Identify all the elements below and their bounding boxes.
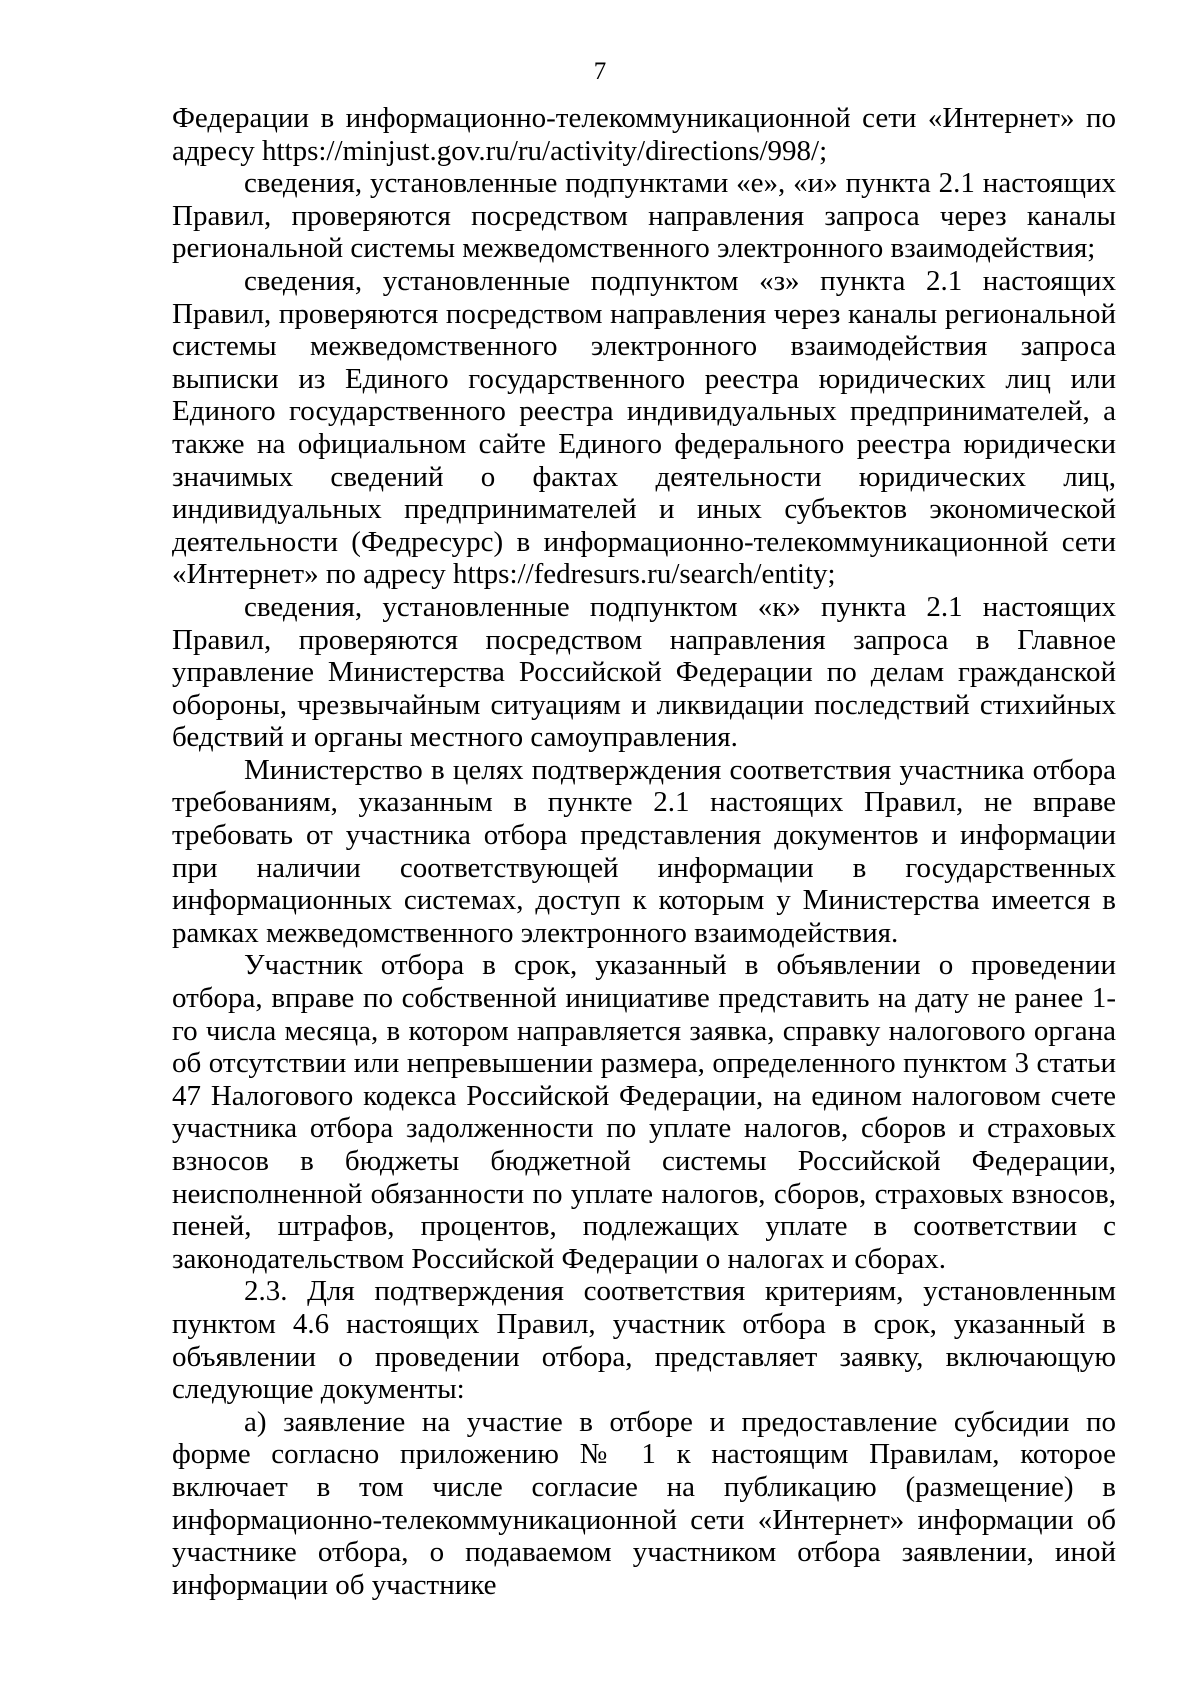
paragraph-continuation: Федерации в информационно-телекоммуникационной сети «Интернет» по адресу https://minjust.gov.ru/ru/activity/directions/998/;: [172, 102, 1116, 167]
paragraph: Министерство в целях подтверждения соответствия участника отбора требованиям, указанным в пункте 2.1 настоящих Правил, не вправе требовать от участника отбора представления документов и информации при наличии соответствующей информации в государственных информационных системах, доступ к которым у Министерства имеется в рамках межведомственного электронного взаимодействия.: [172, 753, 1116, 949]
paragraph: сведения, установленные подпунктом «к» пункта 2.1 настоящих Правил, проверяются посредством направления запроса в Главное управление Министерства Российской Федерации по делам гражданской обороны, чрезвычайным ситуациям и ликвидации последствий стихийных бедствий и органы местного самоуправления.: [172, 590, 1116, 754]
list-item-a: а) заявление на участие в отборе и предоставление субсидии по форме согласно приложению № 1 к настоящим Правилам, которое включает в том числе согласие на публикацию (размещение) в информационно-телекоммуникационной сети «Интернет» информации об участнике отбора, о подаваемом участником отбора заявлении, иной информации об участнике: [172, 1405, 1116, 1601]
paragraph: сведения, установленные подпунктами «е», «и» пункта 2.1 настоящих Правил, проверяются посредством направления запроса через каналы региональной системы межведомственного электронного взаимодействия;: [172, 167, 1116, 265]
paragraph: сведения, установленные подпунктом «з» пункта 2.1 настоящих Правил, проверяются посредством направления через каналы региональной системы межведомственного электронного взаимодействия запроса выписки из Единого государственного реестра юридических лиц или Единого государственного реестра индивидуальных предпринимателей, а также на официальном сайте Единого федерального реестра юридически значимых сведений о фактах деятельности юридических лиц, индивидуальных предпринимателей и иных субъектов экономической деятельности (Федресурс) в информационно-телекоммуникационной сети «Интернет» по адресу https://fedresurs.ru/search/entity;: [172, 264, 1116, 591]
paragraph: Участник отбора в срок, указанный в объявлении о проведении отбора, вправе по собственной инициативе представить на дату не ранее 1-го числа месяца, в котором направляется заявка, справку налогового органа об отсутствии или непревышении размера, определенного пунктом 3 статьи 47 Налогового кодекса Российской Федерации, на едином налоговом счете участника отбора задолженности по уплате налогов, сборов и страховых взносов в бюджеты бюджетной системы Российской Федерации, неисполненной обязанности по уплате налогов, сборов, страховых взносов, пеней, штрафов, процентов, подлежащих уплате в соответствии с законодательством Российской Федерации о налогах и сборах.: [172, 949, 1116, 1275]
section-paragraph-2-3: 2.3. Для подтверждения соответствия критериям, установленным пунктом 4.6 настоящих Правил, участник отбора в срок, указанный в объявлении о проведении отбора, представляет заявку, включающую следующие документы:: [172, 1275, 1116, 1406]
document-body: [172, 102, 1116, 1601]
page-number: 7: [593, 58, 607, 85]
